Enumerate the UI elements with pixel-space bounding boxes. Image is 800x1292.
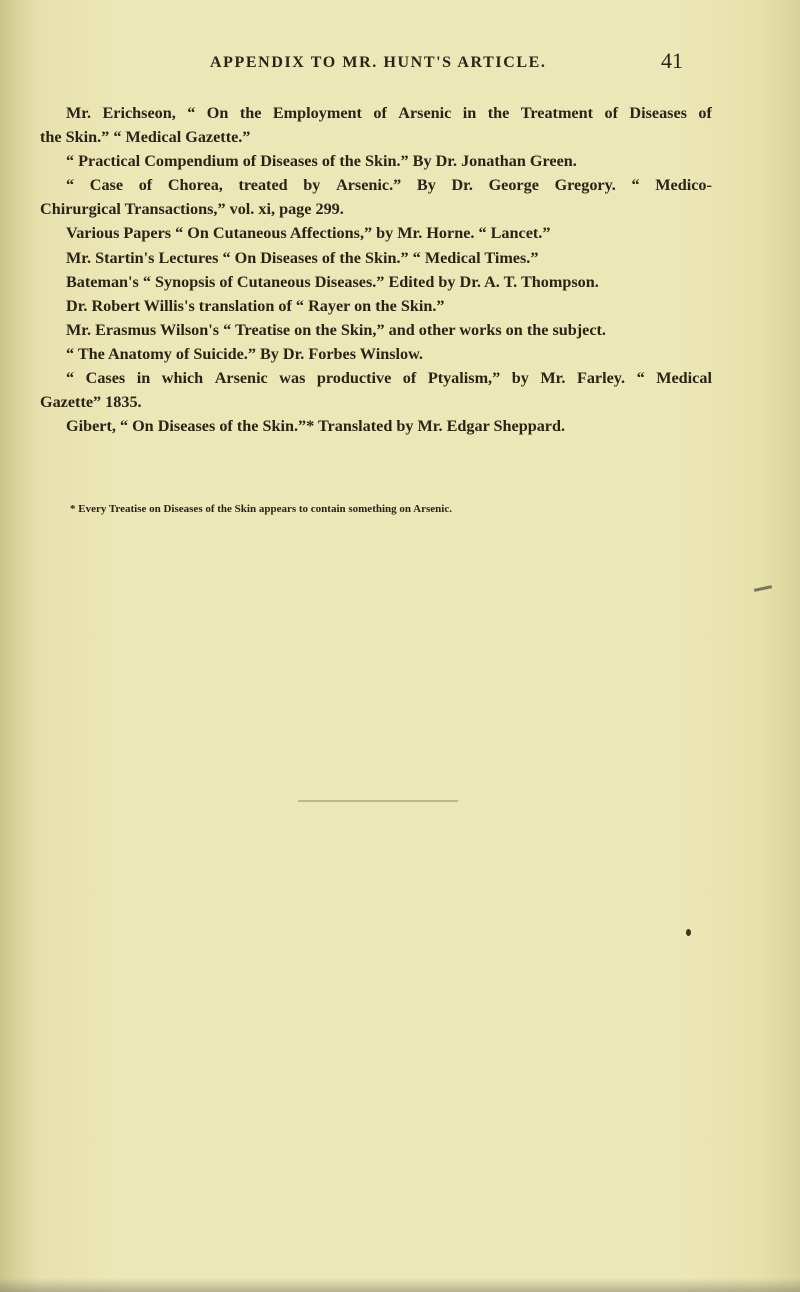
word: Arsenic xyxy=(398,104,452,122)
word: Farley. xyxy=(576,369,626,388)
word: “ xyxy=(66,176,75,195)
word: George xyxy=(488,176,539,195)
entry-line: the Skin.” “ Medical Gazette.” xyxy=(40,128,251,147)
word: by xyxy=(511,369,529,388)
entry-line xyxy=(40,366,712,390)
word: By xyxy=(416,176,436,195)
word: treated xyxy=(238,176,288,195)
word: Medico- xyxy=(655,176,712,195)
word: Erichseon, xyxy=(102,104,176,122)
entry-green xyxy=(40,149,712,173)
entry-line: Gibert, “ On Diseases of the Skin.”* Translated by Mr. Edgar Sheppard. xyxy=(66,417,566,436)
entry-line: “ Practical Compendium of Diseases of the Skin.” By Dr. Jonathan Green. xyxy=(66,152,577,171)
entry-line: “ The Anatomy of Suicide.” By Dr. Forbes Winslow. xyxy=(66,344,423,363)
entry-gregory xyxy=(40,173,712,221)
word: the xyxy=(487,104,510,122)
entry-horne xyxy=(40,221,712,245)
word: was xyxy=(279,369,306,388)
word: in xyxy=(462,104,477,122)
entry-line: Bateman's “ Synopsis of Cutaneous Diseases.” Edited by Dr. A. T. Thompson. xyxy=(66,272,599,291)
word: Gregory. xyxy=(554,176,616,195)
entry-line: Mr. Startin's Lectures “ On Diseases of the Skin.” “ Medical Times.” xyxy=(66,248,539,267)
word: by xyxy=(303,176,321,195)
word: of xyxy=(373,104,387,122)
entry-startin xyxy=(40,246,712,270)
page-edge-shadow xyxy=(0,1278,800,1292)
entry-line xyxy=(40,173,712,197)
word: Arsenic xyxy=(214,369,268,388)
word: Ptyalism,” xyxy=(427,369,501,388)
word: Chorea, xyxy=(167,176,223,195)
page-header xyxy=(0,48,800,78)
entry-gibert xyxy=(40,414,712,438)
entry-bateman xyxy=(40,270,712,294)
word: Arsenic.” xyxy=(336,176,402,195)
entry-line: Dr. Robert Willis's translation of “ Rayer on the Skin.” xyxy=(66,296,445,315)
word: “ xyxy=(631,176,640,195)
word: Mr. xyxy=(66,104,92,122)
footnote: * Every Treatise on Diseases of the Skin appears to contain something on Arsenic. xyxy=(70,503,452,515)
entry-wilson xyxy=(40,318,712,342)
word: which xyxy=(161,369,204,388)
running-title: APPENDIX TO MR. HUNT'S ARTICLE. xyxy=(210,54,547,71)
word: of xyxy=(138,176,153,195)
word: Treatment xyxy=(520,104,594,122)
word: Case xyxy=(89,176,124,195)
ink-speck xyxy=(686,929,691,936)
word: of xyxy=(604,104,618,122)
entry-winslow xyxy=(40,342,712,366)
entry-erichseon xyxy=(40,101,712,149)
horizontal-rule xyxy=(298,800,458,802)
entry-line: Various Papers “ On Cutaneous Affections,” by Mr. Horne. “ Lancet.” xyxy=(66,224,551,243)
word: Employment xyxy=(272,104,362,122)
word: Medical xyxy=(656,369,712,388)
entry-line: Chirurgical Transactions,” vol. xi, page 299. xyxy=(40,200,344,219)
entry-line: Mr. Erasmus Wilson's “ Treatise on the Skin,” and other works on the subject. xyxy=(66,320,606,339)
ink-mark xyxy=(754,585,772,592)
word: of xyxy=(698,104,712,122)
word: Mr. xyxy=(540,369,566,388)
word: the xyxy=(239,104,262,122)
word: Cases xyxy=(85,369,126,388)
word: of xyxy=(402,369,417,388)
bibliography-list xyxy=(40,101,712,438)
word: “ xyxy=(187,104,196,122)
word: On xyxy=(206,104,229,122)
entry-line xyxy=(40,101,712,125)
page-number: 41 xyxy=(661,48,683,73)
word: Diseases xyxy=(629,104,687,122)
word: in xyxy=(136,369,151,388)
entry-farley xyxy=(40,366,712,414)
word: “ xyxy=(66,369,75,388)
entry-line: Gazette” 1835. xyxy=(40,393,142,412)
word: Dr. xyxy=(451,176,473,195)
word: “ xyxy=(636,369,645,388)
word: productive xyxy=(316,369,392,388)
entry-willis xyxy=(40,294,712,318)
